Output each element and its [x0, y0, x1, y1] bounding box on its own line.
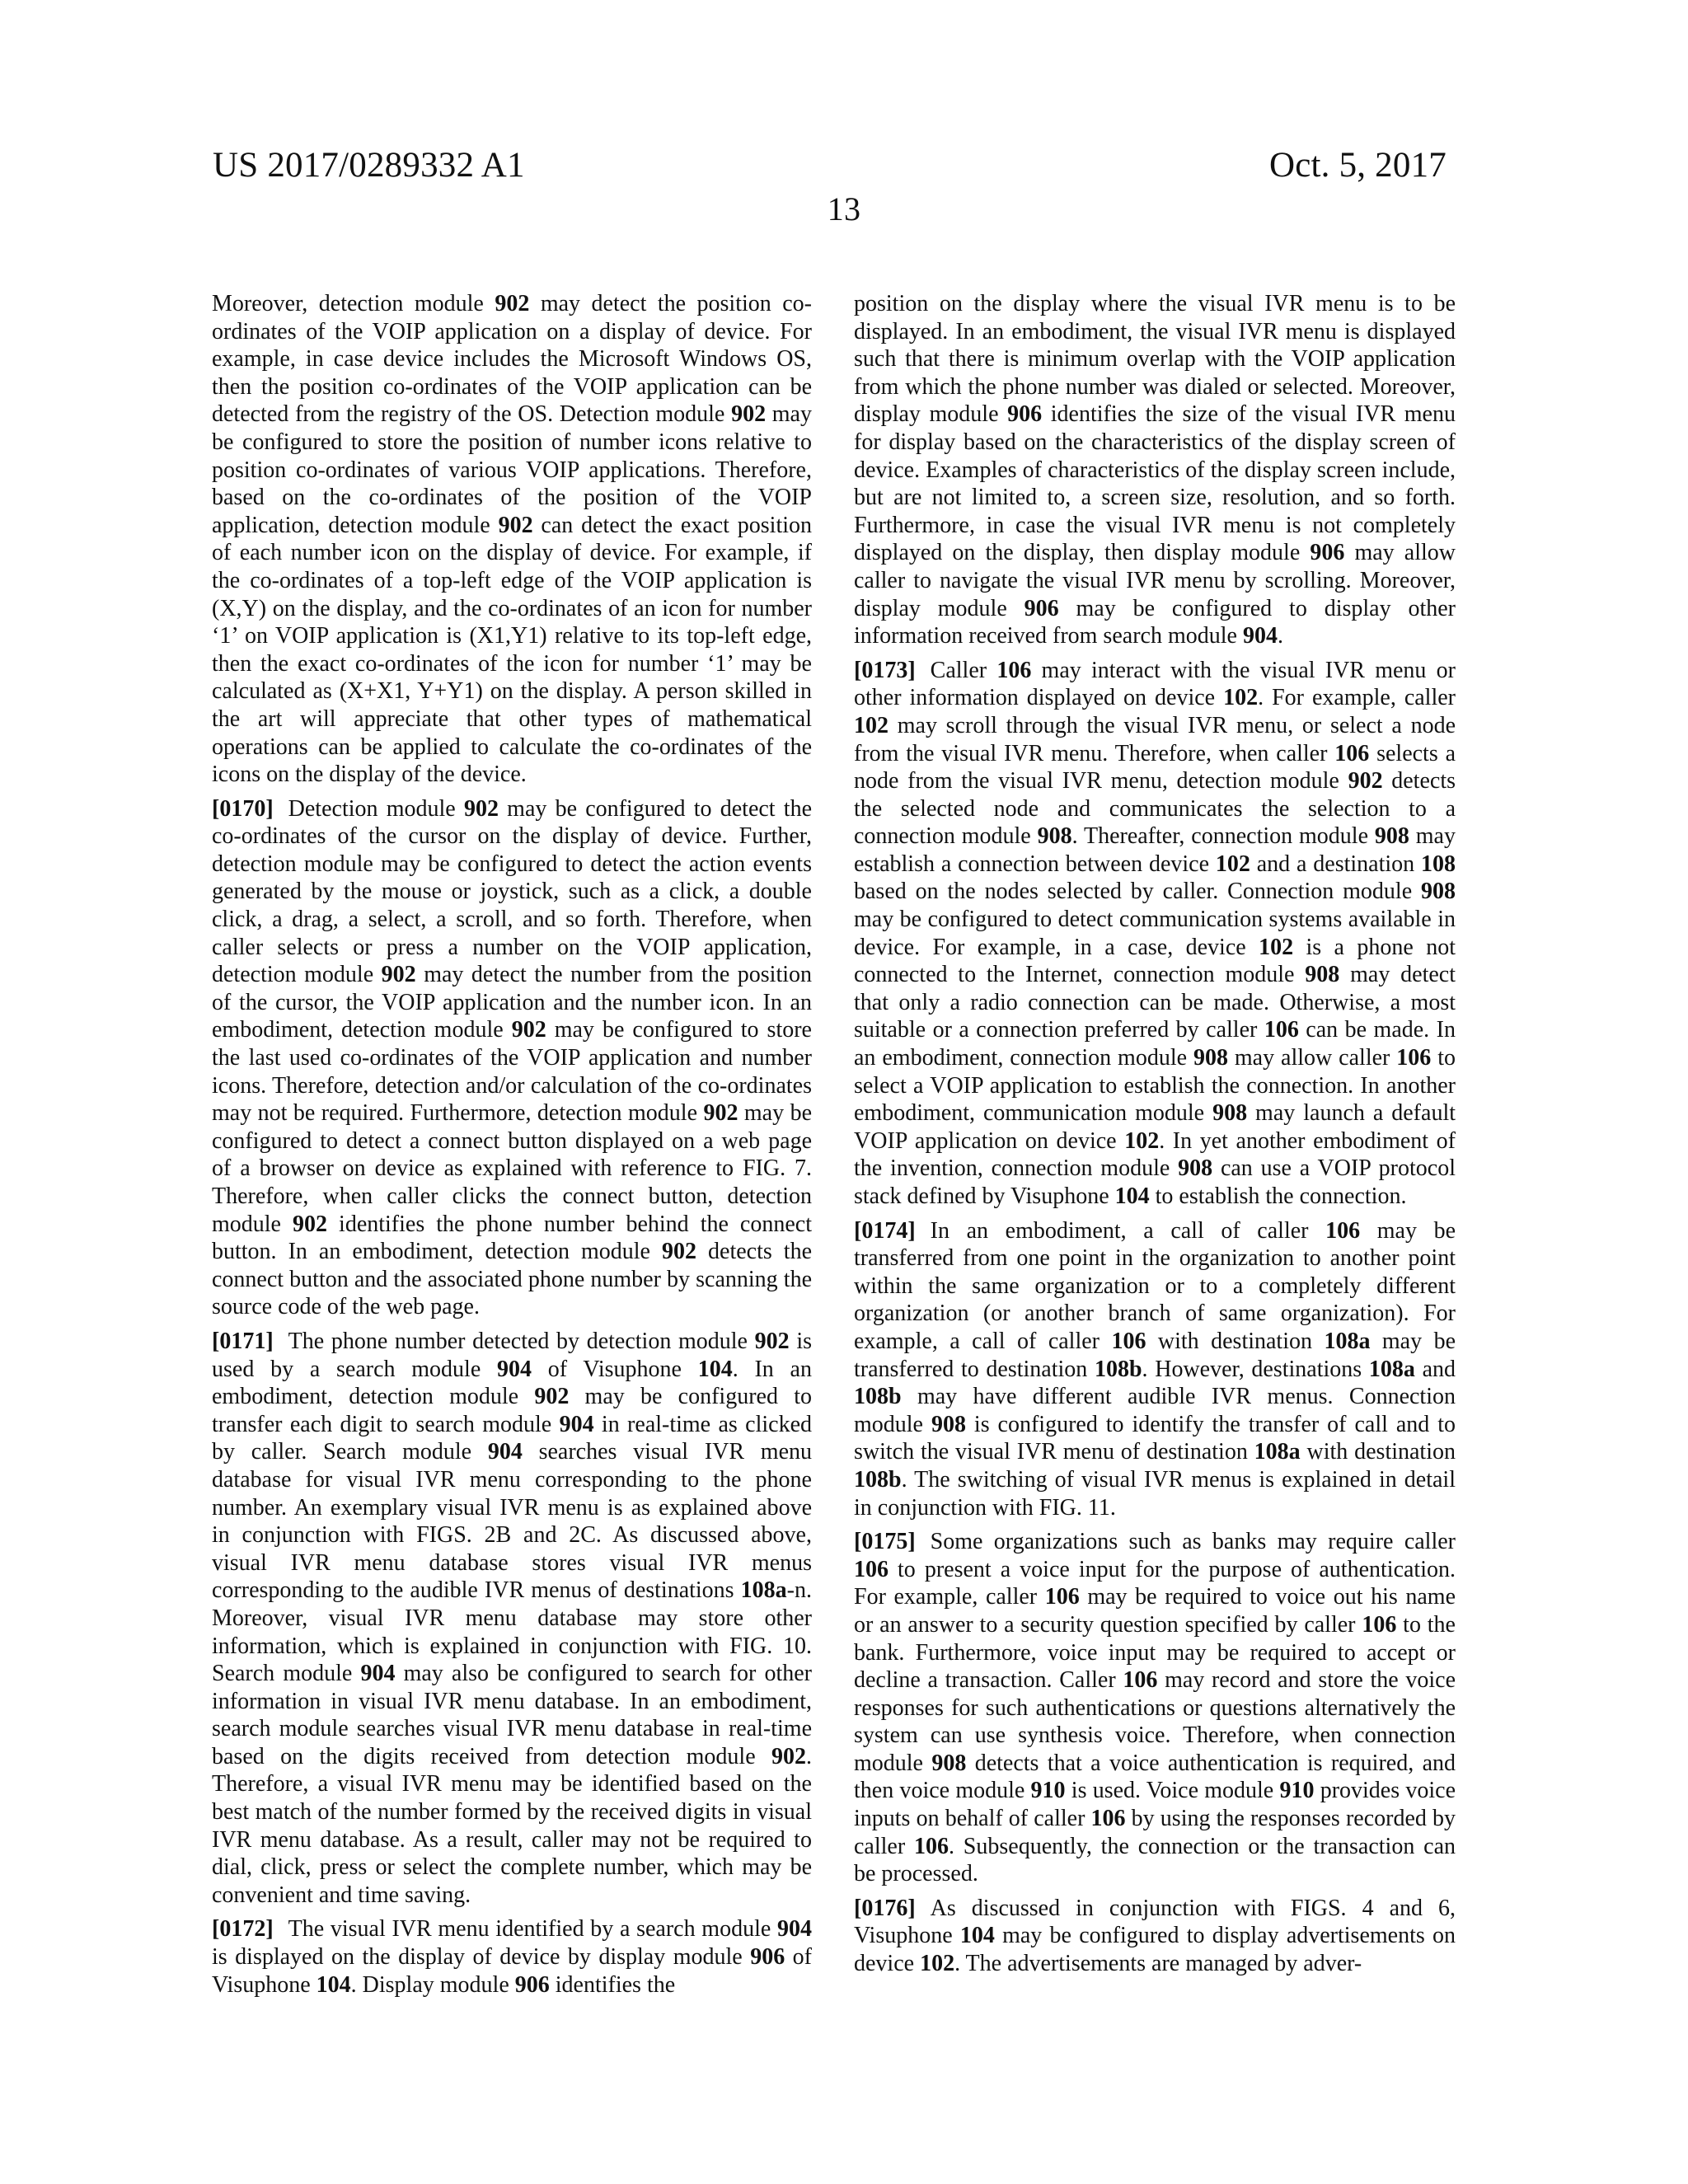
paragraph-text: Caller 106 may interact with the visual IVR menu or other information displayed on device 102. For example, caller 102 may scroll through the visual IVR menu, or select a node from the visual IVR menu. Therefore, when caller 106 selects a node from the visual IVR menu, detection module 902 detects the selected node and communicates the selection to a connection module 908. Thereafter, connection module 908 may establish a connection between device 102 and a destination 108 based on the nodes selected by caller. Connection module 908 may be configured to detect communication systems available in device. For example, in a case, device 102 is a phone not connected to the Internet, connection module 908 may detect that only a radio connection can be made. Otherwise, a most suitable or a connection preferred by caller 106 can be made. In an embodiment, connection module 908 may allow caller 106 to select a VOIP application to establish the connection. In another embodiment, communication module 908 may launch a default VOIP application on device 102. In yet another embodiment of the invention, connection module 908 can use a VOIP protocol stack defined by Visuphone 104 to establish the connection.: [854, 657, 1456, 1209]
publication-number: US 2017/0289332 A1: [213, 146, 525, 185]
paragraph-text: Some organizations such as banks may require caller 106 to present a voice input for the purpose of authentication. For example, caller 106 may be required to voice out his name or an answer to a security question specified by caller 106 to the bank. Furthermore, voice input may be required to accept or decline a transaction. Caller 106 may record and store the voice responses for such authentications or questions alternatively the system can use synthesis voice. Therefore, when connection module 908 detects that a voice authentication is required, and then voice module 910 is used. Voice module 910 provides voice inputs on behalf of caller 106 by using the responses recorded by caller 106. Subsequently, the connection or the transaction can be processed.: [854, 1529, 1456, 1887]
page-number: 13: [827, 190, 861, 227]
paragraph-text: As discussed in conjunction with FIGS. 4 and 6, Visuphone 104 may be configured to display advertisements on device 102. The advertisements are managed by adver-: [854, 1895, 1456, 1977]
paragraph-tag: [0175]: [854, 1529, 916, 1555]
paragraph: [212, 795, 812, 1321]
paragraph: [212, 1915, 812, 1999]
publication-date: Oct. 5, 2017: [1269, 146, 1447, 185]
paragraph-text: The phone number detected by detection module 902 is used by a search module 904 of Visuphone 104. In an embodiment, detection module 902 may be configured to transfer each digit to search module 904 in real-time as clicked by caller. Search module 904 searches visual IVR menu database for visual IVR menu corresponding to the phone number. An exemplary visual IVR menu is as explained above in conjunction with FIGS. 2B and 2C. As discussed above, visual IVR menu database stores visual IVR menus corresponding to the audible IVR menus of destinations 108a-n. Moreover, visual IVR menu database may store other information, which is explained in conjunction with FIG. 10. Search module 904 may also be configured to search for other information in visual IVR menu database. In an embodiment, search module searches visual IVR menu database in real-time based on the digits received from detection module 902. Therefore, a visual IVR menu may be identified based on the best match of the number formed by the received digits in visual IVR menu database. As a result, caller may not be required to dial, click, press or select the complete number, which may be convenient and time saving.: [212, 1328, 812, 1908]
paragraph: [854, 290, 1456, 650]
left-column: [212, 290, 812, 2005]
paragraph-tag: [0171]: [212, 1328, 274, 1354]
paragraph-text: In an embodiment, a call of caller 106 may be transferred from one point in the organization to another point within the same organization or to a completely different organization (or another branch of same organization). For example, a call of caller 106 with destination 108a may be transferred to destination 108b. However, destinations 108a and 108b may have different audible IVR menus. Connection module 908 is configured to identify the transfer of call and to switch the visual IVR menu of destination 108a with destination 108b. The switching of visual IVR menus is explained in detail in conjunction with FIG. 11.: [854, 1217, 1456, 1521]
paragraph-text: Moreover, detection module 902 may detect the position co-ordinates of the VOIP application on a display of device. For example, in case device includes the Microsoft Windows OS, then the position co-ordinates of the VOIP application can be detected from the registry of the OS. Detection module 902 may be configured to store the position of number icons relative to position co-ordinates of various VOIP applications. Therefore, based on the co-ordinates of the position of the VOIP application, detection module 902 can detect the exact position of each number icon on the display of device. For example, if the co-ordinates of a top-left edge of the VOIP application is (X,Y) on the display, and the co-ordinates of an icon for number ‘1’ on VOIP application is (X1,Y1) relative to its top-left edge, then the exact co-ordinates of the icon for number ‘1’ may be calculated as (X+X1, Y+Y1) on the display. A person skilled in the art will appreciate that other types of mathematical operations can be applied to calculate the co-ordinates of the icons on the display of the device.: [212, 291, 813, 788]
paragraph-text: Detection module 902 may be configured to detect the co-ordinates of the cursor on the display of device. Further, detection module may be configured to detect the action events generated by the mouse or joystick, such as a click, a double click, a drag, a select, a scroll, and so forth. Therefore, when caller selects or press a number on the VOIP application, detection module 902 may detect the number from the position of the cursor, the VOIP application and the number icon. In an embodiment, detection module 902 may be configured to store the last used co-ordinates of the VOIP application and number icons. Therefore, detection and/or calculation of the co-ordinates may not be required. Furthermore, detection module 902 may be configured to detect a connect button displayed on a web page of a browser on device as explained with reference to FIG. 7. Therefore, when caller clicks the connect button, detection module 902 identifies the phone number behind the connect button. In an embodiment, detection module 902 detects the connect button and the associated phone number by scanning the source code of the web page.: [212, 795, 813, 1320]
paragraph-tag: [0172]: [212, 1916, 274, 1943]
paragraph: [212, 1328, 812, 1909]
paragraph: [854, 1528, 1456, 1888]
paragraph-tag: [0176]: [854, 1895, 916, 1921]
right-column: [854, 290, 1456, 1985]
paragraph-tag: [0173]: [854, 657, 916, 683]
paragraph: [854, 1217, 1456, 1522]
paragraph-tag: [0174]: [854, 1217, 916, 1244]
paragraph: [854, 1895, 1456, 1978]
paragraph: [854, 657, 1456, 1211]
paragraph: [212, 290, 812, 789]
paragraph-text: The visual IVR menu identified by a search module 904 is displayed on the display of device by display module 906 of Visuphone 104. Display module 906 identifies the: [212, 1916, 812, 1998]
paragraph-text: position on the display where the visual IVR menu is to be displayed. In an embodiment, the visual IVR menu is displayed such that there is minimum overlap with the VOIP application from which the phone number was dialed or selected. Moreover, display module 906 identifies the size of the visual IVR menu for display based on the characteristics of the display screen of device. Examples of characteristics of the display screen include, but are not limited to, a screen size, resolution, and so forth. Furthermore, in case the visual IVR menu is not completely displayed on the display, then display module 906 may allow caller to navigate the visual IVR menu by scrolling. Moreover, display module 906 may be configured to display other information received from search module 904.: [854, 291, 1456, 649]
paragraph-tag: [0170]: [212, 795, 274, 822]
